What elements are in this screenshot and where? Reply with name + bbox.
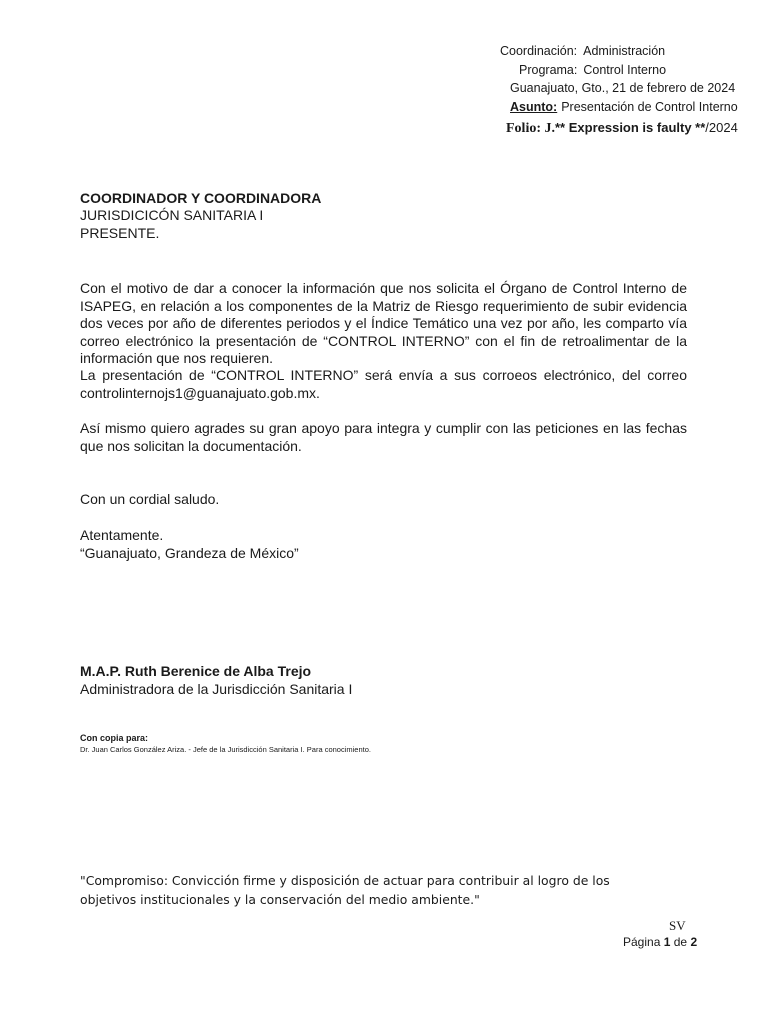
header-folio [506,120,738,137]
body-paragraph-2: La presentación de “CONTROL INTERNO” será envía a sus corroeos electrónico, del correo controlinternojs1@guanajuato.gob.mx. [80,367,687,401]
header-coordinacion [500,44,665,58]
coordinacion-label: Coordinación: [500,44,578,58]
greeting: Con un cordial saludo. [80,491,220,507]
signature-name: M.A.P. Ruth Berenice de Alba Trejo [80,663,312,679]
page-current: 1 [663,935,671,949]
addressee-line2: JURISDICICÓN SANITARIA I [80,207,264,223]
atentamente: Atentamente. [80,527,164,543]
page-of: de [673,935,688,949]
programa-label: Programa: [519,63,578,77]
page-label: Página [623,935,661,949]
header-programa [519,63,666,77]
cc-text: Dr. Juan Carlos González Ariza. - Jefe de la Jurisdicción Sanitaria I. Para conocimiento. [80,745,371,754]
addressee-line3: PRESENTE. [80,225,160,241]
body-paragraph-1: Con el motivo de dar a conocer la información que nos solicita el Órgano de Control Interno de ISAPEG, en relación a los componentes de la Matriz de Riesgo requerimiento de subir evidencia dos veces por año de diferentes periodos y el Índice Temático una vez por año, les comparto vía correo electrónico la presentación de “CONTROL INTERNO” con el fin de retroalimentar de la información que nos requieren. [80,280,687,366]
header-asunto [510,100,738,114]
initials: SV [669,918,686,933]
asunto-label: Asunto: [510,100,558,114]
asunto-value: Presentación de Control Interno [561,100,738,114]
folio-suffix: /2024 [705,120,738,135]
folio-error: ** Expression is faulty ** [555,120,706,135]
place-date: Guanajuato, Gto., 21 de febrero de 2024 [510,81,736,95]
lema: “Guanajuato, Grandeza de México” [80,545,299,561]
page-total: 2 [690,935,698,949]
page-number [623,935,697,949]
signature-role: Administradora de la Jurisdicción Sanitaria I [80,681,353,697]
body-paragraph-3: Así mismo quiero agrades su gran apoyo para integra y cumplir con las peticiones en las fechas que nos solicitan la documentación. [80,420,687,454]
cc-label: Con copia para: [80,733,149,743]
folio-label: Folio: J. [506,121,555,136]
coordinacion-value: Administración [583,44,666,58]
compromiso-quote: "Compromiso: Convicción firme y disposición de actuar para contribuir al logro de los objetivos institucionales y la conservación del medio ambiente." [80,873,610,907]
addressee-title: COORDINADOR Y COORDINADORA [80,190,322,206]
programa-value: Control Interno [583,63,667,77]
